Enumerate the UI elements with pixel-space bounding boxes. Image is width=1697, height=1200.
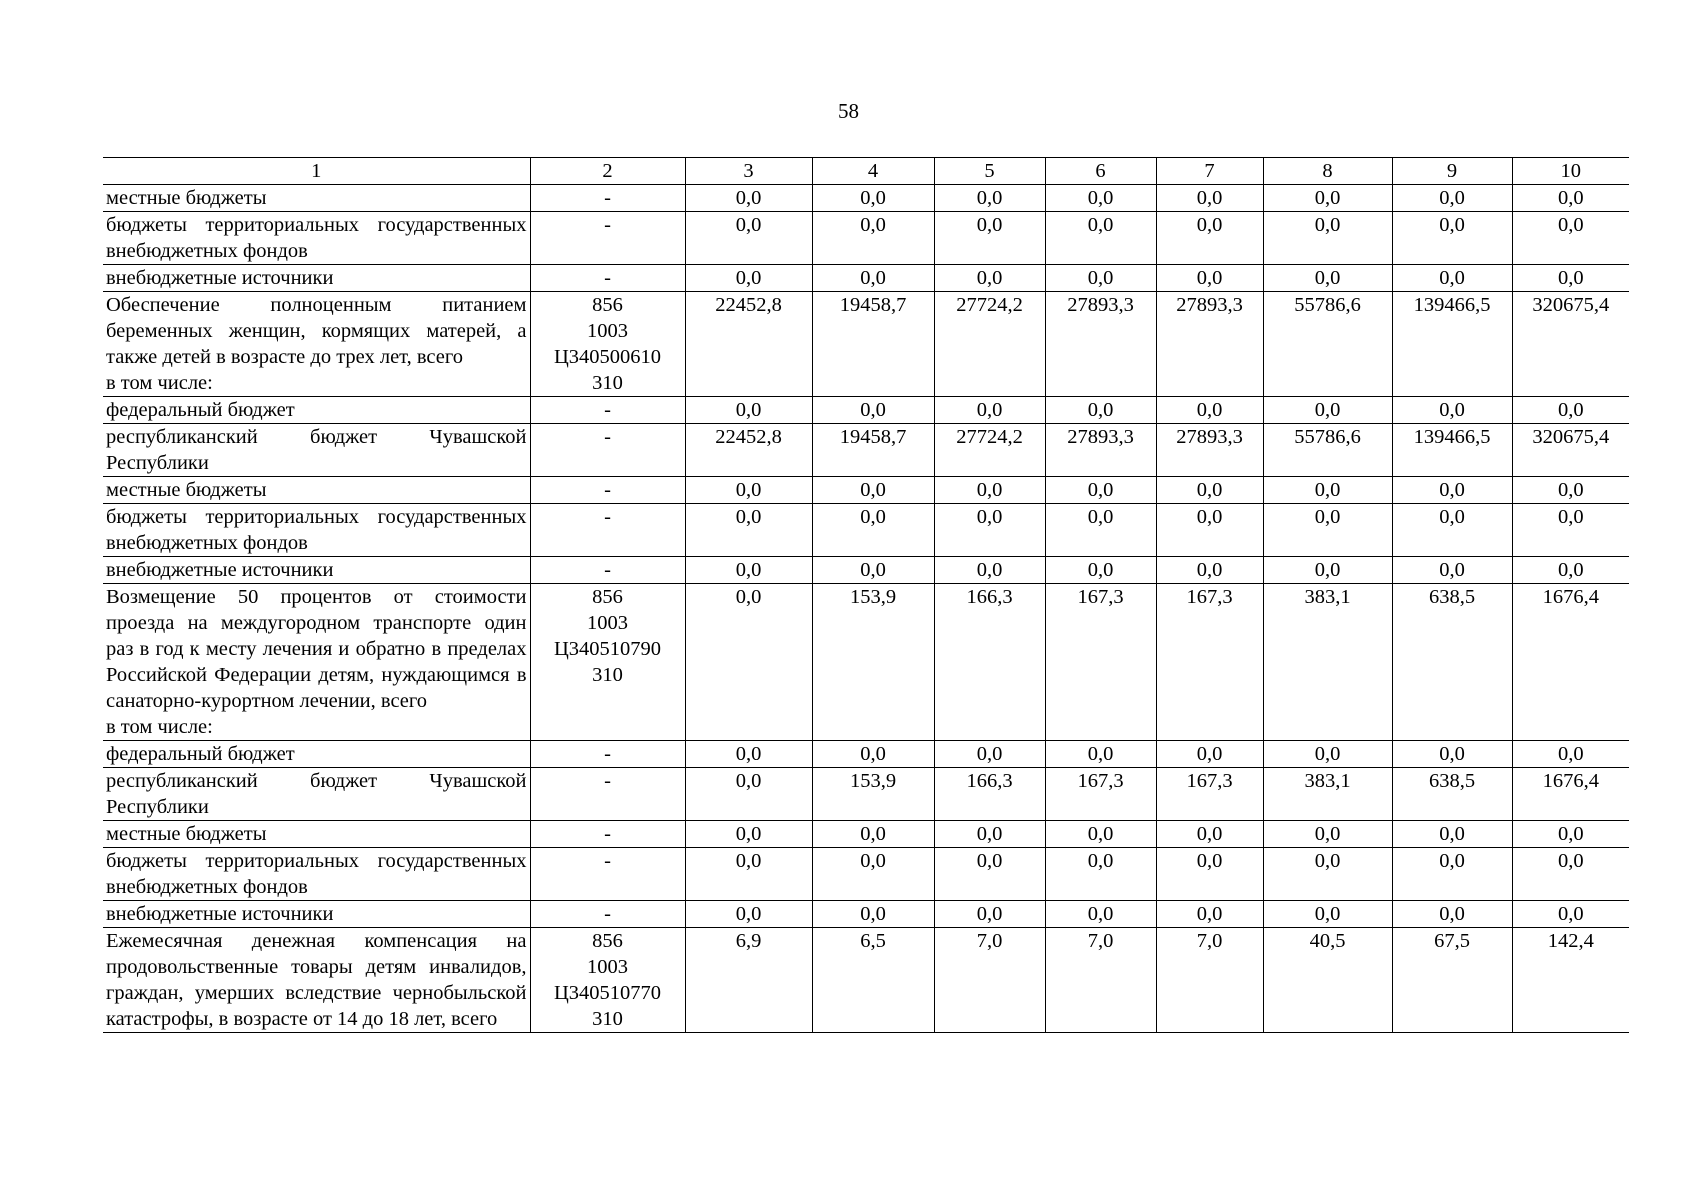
value-cell: 0,0 xyxy=(1263,265,1392,292)
value-cell: 0,0 xyxy=(1045,397,1156,424)
budget-code-line: - xyxy=(604,187,611,209)
column-header: 9 xyxy=(1392,158,1512,185)
value-cell: 0,0 xyxy=(685,477,812,504)
budget-code-line: - xyxy=(604,743,611,765)
value-cell: 6,9 xyxy=(685,928,812,1033)
row-name: бюджеты территориальных государственных внебюджетных фондов xyxy=(106,506,527,554)
value-cell: 0,0 xyxy=(1512,265,1629,292)
budget-code-line: - xyxy=(604,770,611,792)
value-cell: 0,0 xyxy=(1392,741,1512,768)
value-cell: 0,0 xyxy=(685,397,812,424)
value-cell: 0,0 xyxy=(1156,477,1263,504)
value-cell: 0,0 xyxy=(1263,477,1392,504)
row-name: бюджеты территориальных государственных внебюджетных фондов xyxy=(106,850,527,898)
value-cell: 0,0 xyxy=(1045,265,1156,292)
value-cell: 0,0 xyxy=(1512,848,1629,901)
value-cell: 0,0 xyxy=(934,212,1045,265)
value-cell: 0,0 xyxy=(1263,557,1392,584)
value-cell: 0,0 xyxy=(1392,212,1512,265)
value-cell: 0,0 xyxy=(685,768,812,821)
value-cell: 0,0 xyxy=(1045,821,1156,848)
value-cell: 27893,3 xyxy=(1045,292,1156,397)
row-name-cell xyxy=(103,741,530,768)
value-cell: 383,1 xyxy=(1263,768,1392,821)
value-cell: 0,0 xyxy=(1156,848,1263,901)
value-cell: 638,5 xyxy=(1392,768,1512,821)
row-name-cell xyxy=(103,768,530,821)
row-name: Возмещение 50 процентов от стоимости проезда на междугородном транспорте один раз в год к месту лечения и обратно в пределах Российской Федерации детям, нуждающимся в санаторно-курортном лечении, всего xyxy=(106,586,527,712)
value-cell: 0,0 xyxy=(1045,741,1156,768)
value-cell: 0,0 xyxy=(934,901,1045,928)
table-body xyxy=(103,158,1629,1033)
value-cell: 0,0 xyxy=(1156,557,1263,584)
value-cell: 55786,6 xyxy=(1263,292,1392,397)
table-row xyxy=(103,397,1629,424)
row-name-cell xyxy=(103,821,530,848)
value-cell: 0,0 xyxy=(1156,821,1263,848)
column-header: 4 xyxy=(812,158,934,185)
value-cell: 27893,3 xyxy=(1156,292,1263,397)
value-cell: 153,9 xyxy=(812,584,934,741)
budget-code-line: - xyxy=(604,267,611,289)
row-name: местные бюджеты xyxy=(106,823,267,845)
value-cell: 0,0 xyxy=(1512,397,1629,424)
value-cell: 0,0 xyxy=(685,504,812,557)
budget-code-cell xyxy=(530,584,685,741)
value-cell: 0,0 xyxy=(1156,741,1263,768)
row-name-cell xyxy=(103,397,530,424)
table-row xyxy=(103,901,1629,928)
value-cell: 0,0 xyxy=(1512,741,1629,768)
row-name-cell xyxy=(103,848,530,901)
value-cell: 0,0 xyxy=(812,265,934,292)
value-cell: 27724,2 xyxy=(934,424,1045,477)
value-cell: 0,0 xyxy=(1156,185,1263,212)
row-name-cell xyxy=(103,901,530,928)
budget-code-line: - xyxy=(604,559,611,581)
value-cell: 0,0 xyxy=(1045,557,1156,584)
budget-code-cell xyxy=(530,848,685,901)
budget-code-line: - xyxy=(604,399,611,421)
budget-code-cell xyxy=(530,557,685,584)
value-cell: 0,0 xyxy=(1392,504,1512,557)
column-header: 8 xyxy=(1263,158,1392,185)
value-cell: 0,0 xyxy=(934,185,1045,212)
value-cell: 0,0 xyxy=(1392,848,1512,901)
value-cell: 166,3 xyxy=(934,584,1045,741)
budget-code-cell xyxy=(530,768,685,821)
value-cell: 7,0 xyxy=(1045,928,1156,1033)
value-cell: 142,4 xyxy=(1512,928,1629,1033)
value-cell: 0,0 xyxy=(812,504,934,557)
budget-code-line: 310 xyxy=(592,664,623,686)
value-cell: 0,0 xyxy=(812,821,934,848)
table-row xyxy=(103,504,1629,557)
value-cell: 0,0 xyxy=(812,397,934,424)
row-name-suffix: в том числе: xyxy=(106,372,213,394)
value-cell: 27893,3 xyxy=(1045,424,1156,477)
table-row xyxy=(103,768,1629,821)
value-cell: 22452,8 xyxy=(685,424,812,477)
value-cell: 0,0 xyxy=(1156,265,1263,292)
value-cell: 0,0 xyxy=(1392,821,1512,848)
value-cell: 0,0 xyxy=(685,901,812,928)
value-cell: 67,5 xyxy=(1392,928,1512,1033)
value-cell: 0,0 xyxy=(1156,397,1263,424)
row-name: федеральный бюджет xyxy=(106,743,295,765)
value-cell: 0,0 xyxy=(1512,821,1629,848)
table-row xyxy=(103,928,1629,1033)
budget-code-line: 1003 xyxy=(587,320,628,342)
page-number: 58 xyxy=(838,99,859,123)
value-cell: 167,3 xyxy=(1045,768,1156,821)
budget-code-line: - xyxy=(604,479,611,501)
value-cell: 0,0 xyxy=(1263,504,1392,557)
value-cell: 0,0 xyxy=(1392,185,1512,212)
value-cell: 167,3 xyxy=(1156,768,1263,821)
budget-code-cell xyxy=(530,928,685,1033)
value-cell: 0,0 xyxy=(1392,477,1512,504)
budget-code-cell xyxy=(530,504,685,557)
budget-code-line: 856 xyxy=(592,294,623,316)
budget-code-cell xyxy=(530,265,685,292)
column-header: 1 xyxy=(103,158,530,185)
value-cell: 0,0 xyxy=(1392,397,1512,424)
budget-code-line: - xyxy=(604,506,611,528)
value-cell: 0,0 xyxy=(812,477,934,504)
row-name: Ежемесячная денежная компенсация на продовольственные товары детям инвалидов, граждан, умерших вследствие чернобыльской катастрофы, в возрасте от 14 до 18 лет, всего xyxy=(106,930,527,1030)
value-cell: 0,0 xyxy=(812,212,934,265)
value-cell: 0,0 xyxy=(1263,741,1392,768)
budget-code-cell xyxy=(530,901,685,928)
table-row xyxy=(103,477,1629,504)
value-cell: 0,0 xyxy=(685,821,812,848)
value-cell: 22452,8 xyxy=(685,292,812,397)
value-cell: 7,0 xyxy=(1156,928,1263,1033)
budget-code-line: - xyxy=(604,426,611,448)
value-cell: 27893,3 xyxy=(1156,424,1263,477)
budget-code-line: 856 xyxy=(592,930,623,952)
budget-code-cell xyxy=(530,424,685,477)
value-cell: 0,0 xyxy=(934,821,1045,848)
value-cell: 139466,5 xyxy=(1392,292,1512,397)
value-cell: 167,3 xyxy=(1045,584,1156,741)
value-cell: 0,0 xyxy=(812,848,934,901)
value-cell: 0,0 xyxy=(685,212,812,265)
value-cell: 0,0 xyxy=(934,848,1045,901)
value-cell: 0,0 xyxy=(1263,821,1392,848)
budget-code-cell xyxy=(530,821,685,848)
row-name-cell xyxy=(103,185,530,212)
table-row xyxy=(103,424,1629,477)
budget-code-line: 856 xyxy=(592,586,623,608)
value-cell: 6,5 xyxy=(812,928,934,1033)
value-cell: 0,0 xyxy=(1156,212,1263,265)
row-name: внебюджетные источники xyxy=(106,267,334,289)
value-cell: 0,0 xyxy=(1263,185,1392,212)
budget-code-line: Ц340510770 xyxy=(553,982,662,1004)
row-name: республиканский бюджет Чувашской Республики xyxy=(106,770,527,818)
row-name-cell xyxy=(103,504,530,557)
value-cell: 0,0 xyxy=(685,557,812,584)
value-cell: 0,0 xyxy=(812,741,934,768)
value-cell: 19458,7 xyxy=(812,292,934,397)
column-header: 3 xyxy=(685,158,812,185)
table-row xyxy=(103,185,1629,212)
value-cell: 0,0 xyxy=(1512,477,1629,504)
column-header: 5 xyxy=(934,158,1045,185)
table-row xyxy=(103,821,1629,848)
budget-code-cell xyxy=(530,397,685,424)
budget-code-line: 310 xyxy=(592,372,623,394)
budget-code-line: - xyxy=(604,823,611,845)
value-cell: 0,0 xyxy=(934,477,1045,504)
value-cell: 19458,7 xyxy=(812,424,934,477)
budget-code-line: 1003 xyxy=(587,956,628,978)
budget-code-line: Ц340500610 xyxy=(553,346,662,368)
value-cell: 320675,4 xyxy=(1512,292,1629,397)
value-cell: 0,0 xyxy=(1045,185,1156,212)
row-name: федеральный бюджет xyxy=(106,399,295,421)
value-cell: 0,0 xyxy=(934,265,1045,292)
table-row xyxy=(103,292,1629,397)
value-cell: 0,0 xyxy=(685,584,812,741)
value-cell: 0,0 xyxy=(1045,848,1156,901)
value-cell: 0,0 xyxy=(1512,557,1629,584)
value-cell: 0,0 xyxy=(1045,504,1156,557)
value-cell: 0,0 xyxy=(685,848,812,901)
budget-code-cell xyxy=(530,477,685,504)
value-cell: 0,0 xyxy=(1512,504,1629,557)
row-name-cell xyxy=(103,265,530,292)
row-name-suffix: в том числе: xyxy=(106,716,213,738)
value-cell: 0,0 xyxy=(1392,557,1512,584)
budget-code-line: - xyxy=(604,850,611,872)
table-row xyxy=(103,557,1629,584)
value-cell: 7,0 xyxy=(934,928,1045,1033)
value-cell: 40,5 xyxy=(1263,928,1392,1033)
row-name: Обеспечение полноценным питанием беременных женщин, кормящих матерей, а также детей в возрасте до трех лет, всего xyxy=(106,294,527,368)
value-cell: 0,0 xyxy=(934,397,1045,424)
column-header: 7 xyxy=(1156,158,1263,185)
value-cell: 153,9 xyxy=(812,768,934,821)
budget-code-line: - xyxy=(604,903,611,925)
table-row xyxy=(103,848,1629,901)
row-name: местные бюджеты xyxy=(106,187,267,209)
budget-code-cell xyxy=(530,292,685,397)
value-cell: 0,0 xyxy=(1263,397,1392,424)
value-cell: 0,0 xyxy=(1045,212,1156,265)
table-header-row xyxy=(103,158,1629,185)
value-cell: 0,0 xyxy=(934,504,1045,557)
row-name: местные бюджеты xyxy=(106,479,267,501)
budget-table xyxy=(103,157,1629,1033)
row-name-cell xyxy=(103,928,530,1033)
row-name: республиканский бюджет Чувашской Республики xyxy=(106,426,527,474)
value-cell: 0,0 xyxy=(1512,901,1629,928)
value-cell: 638,5 xyxy=(1392,584,1512,741)
budget-code-line: Ц340510790 xyxy=(553,638,662,660)
value-cell: 0,0 xyxy=(1263,848,1392,901)
value-cell: 27724,2 xyxy=(934,292,1045,397)
value-cell: 0,0 xyxy=(934,741,1045,768)
value-cell: 167,3 xyxy=(1156,584,1263,741)
value-cell: 1676,4 xyxy=(1512,584,1629,741)
value-cell: 0,0 xyxy=(812,901,934,928)
table-row xyxy=(103,265,1629,292)
value-cell: 0,0 xyxy=(685,265,812,292)
row-name: внебюджетные источники xyxy=(106,903,334,925)
value-cell: 0,0 xyxy=(1156,504,1263,557)
value-cell: 139466,5 xyxy=(1392,424,1512,477)
budget-code-cell xyxy=(530,185,685,212)
value-cell: 55786,6 xyxy=(1263,424,1392,477)
table-row xyxy=(103,584,1629,741)
row-name-cell xyxy=(103,477,530,504)
column-header: 6 xyxy=(1045,158,1156,185)
table-row xyxy=(103,741,1629,768)
row-name-cell xyxy=(103,292,530,397)
budget-code-cell xyxy=(530,212,685,265)
budget-code-line: 1003 xyxy=(587,612,628,634)
value-cell: 166,3 xyxy=(934,768,1045,821)
value-cell: 0,0 xyxy=(1045,477,1156,504)
value-cell: 0,0 xyxy=(1392,265,1512,292)
row-name-cell xyxy=(103,424,530,477)
budget-code-cell xyxy=(530,741,685,768)
value-cell: 0,0 xyxy=(1156,901,1263,928)
value-cell: 0,0 xyxy=(1512,212,1629,265)
row-name: внебюджетные источники xyxy=(106,559,334,581)
column-header: 10 xyxy=(1512,158,1629,185)
value-cell: 0,0 xyxy=(812,185,934,212)
value-cell: 0,0 xyxy=(1392,901,1512,928)
row-name-cell xyxy=(103,212,530,265)
value-cell: 0,0 xyxy=(685,185,812,212)
budget-code-line: - xyxy=(604,214,611,236)
row-name: бюджеты территориальных государственных внебюджетных фондов xyxy=(106,214,527,262)
value-cell: 1676,4 xyxy=(1512,768,1629,821)
value-cell: 0,0 xyxy=(1263,212,1392,265)
value-cell: 0,0 xyxy=(1512,185,1629,212)
value-cell: 0,0 xyxy=(1045,901,1156,928)
value-cell: 383,1 xyxy=(1263,584,1392,741)
budget-code-line: 310 xyxy=(592,1008,623,1030)
table-row xyxy=(103,212,1629,265)
row-name-cell xyxy=(103,584,530,741)
value-cell: 320675,4 xyxy=(1512,424,1629,477)
value-cell: 0,0 xyxy=(812,557,934,584)
column-header: 2 xyxy=(530,158,685,185)
row-name-cell xyxy=(103,557,530,584)
value-cell: 0,0 xyxy=(934,557,1045,584)
value-cell: 0,0 xyxy=(685,741,812,768)
value-cell: 0,0 xyxy=(1263,901,1392,928)
